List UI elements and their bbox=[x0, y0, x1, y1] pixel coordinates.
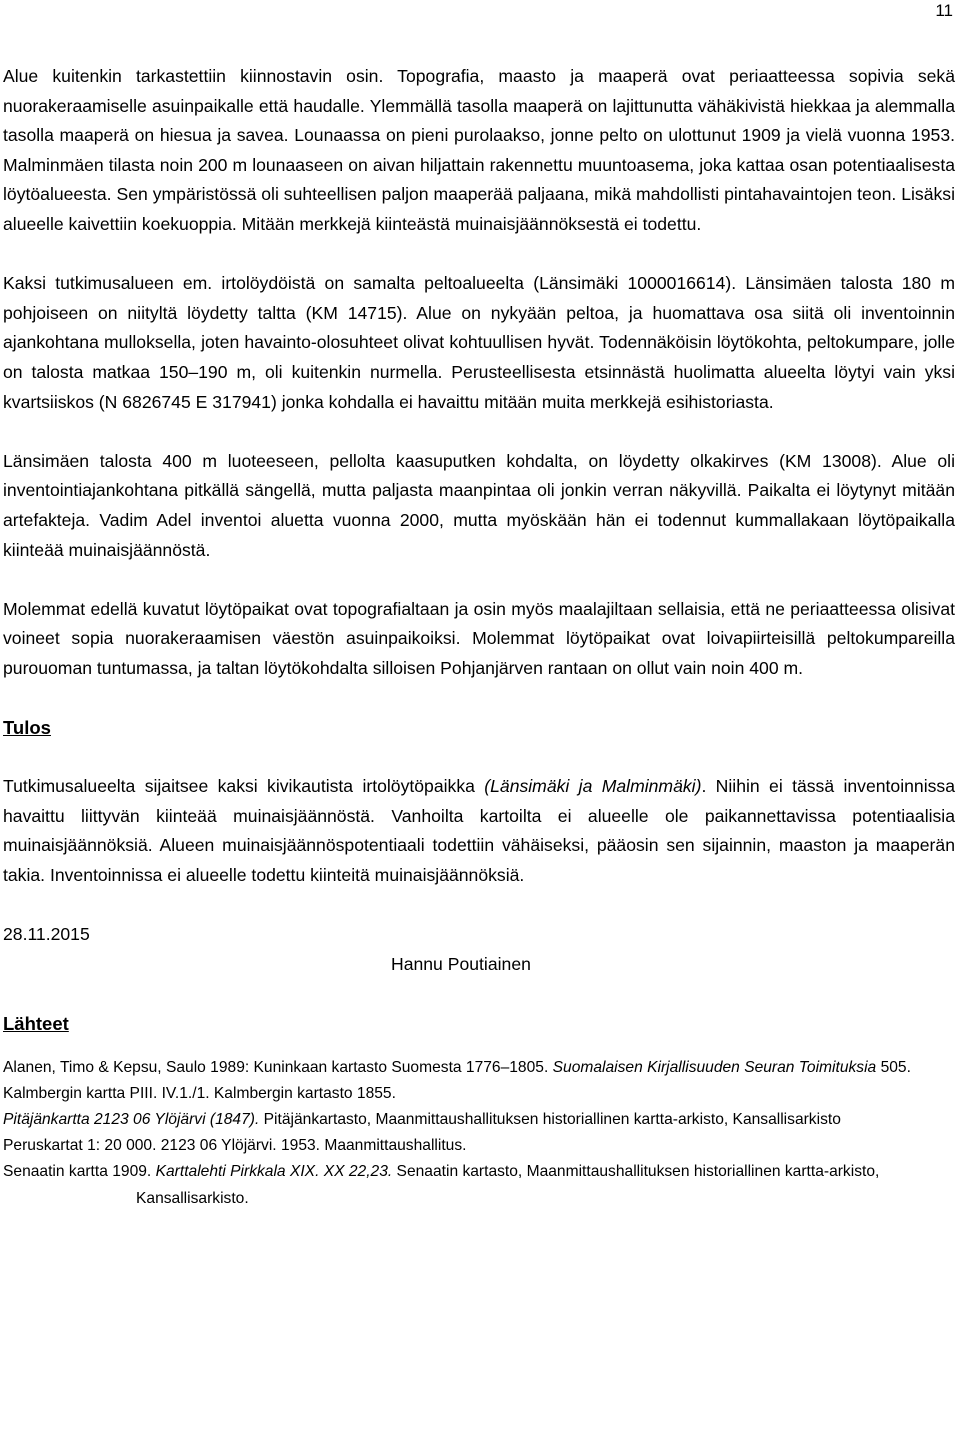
reference-text: Alanen, Timo & Kepsu, Saulo 1989: Kuninkaan kartasto Suomesta 1776–1805. bbox=[3, 1058, 553, 1076]
reference-list bbox=[3, 1055, 955, 1212]
paragraph-axe-find: Länsimäen talosta 400 m luoteeseen, pellolta kaasuputken kohdalta, on löydetty olkakirves (KM 13008). Alue oli inventointiajankohtana pitkällä sängellä, mutta paljasta maanpintaa oli jonkin verran näkyvillä. Paikalta ei löytynyt mitään artefakteja. Vadim Adel inventoi aluetta vuonna 2000, mutta myöskään hän ei todennut kummallakaan löytöpaikalla kiinteää muinaisjäännöstä. bbox=[3, 450, 955, 560]
document-body bbox=[3, 62, 955, 1212]
report-date: 28.11.2015 bbox=[3, 924, 90, 945]
reference-item bbox=[3, 1055, 955, 1081]
reference-italic: Karttalehti Pirkkala XIX. XX 22,23. bbox=[155, 1163, 393, 1181]
reference-item bbox=[3, 1133, 955, 1159]
tulos-text-italic: (Länsimäki ja Malminmäki) bbox=[484, 776, 702, 797]
reference-italic: Pitäjänkartta 2123 06 Ylöjärvi (1847). bbox=[3, 1111, 260, 1128]
reference-item bbox=[3, 1159, 955, 1211]
reference-item bbox=[3, 1081, 955, 1107]
tulos-heading: Tulos bbox=[3, 717, 51, 739]
paragraph-find-sites-summary: Molemmat edellä kuvatut löytöpaikat ovat topografialtaan ja osin myös maalajiltaan sellaisia, että ne periaatteessa olisivat voineet sopia nuorakeraamisen väestön asuinpaikoiksi. Molemmat löytöpaikat ovat loivapiirteisillä peltokumpareilla purouoman tuntumassa, ja taltan löytökohdalta silloisen Pohjanjärven rantaan on ollut vain noin 400 m. bbox=[3, 598, 955, 678]
reference-text: 505. bbox=[876, 1058, 911, 1076]
author-signature: Hannu Poutiainen bbox=[391, 953, 531, 974]
reference-italic: Suomalaisen Kirjallisuuden Seuran Toimituksia bbox=[552, 1058, 877, 1076]
reference-text: Senaatin kartta 1909. bbox=[3, 1163, 156, 1181]
reference-text: Pitäjänkartasto, Maanmittaushallituksen historiallinen kartta-arkisto, Kansallisarkisto bbox=[259, 1111, 841, 1128]
reference-text: Kalmbergin kartta PIII. IV.1./1. Kalmbergin kartasto 1855. bbox=[3, 1084, 396, 1102]
tulos-text-before: Tutkimusalueelta sijaitsee kaksi kivikautista irtolöytöpaikka bbox=[3, 776, 485, 797]
page-number: 11 bbox=[935, 1, 953, 20]
tulos-text-after: . Niihin ei tässä inventoinnissa havaittu liittyvän kiinteää muinaisjäännöstä. Vanhoilta kartoilta ei alueelle ole paikannettavissa potentiaalisia muinaisjäännöksiä. Alueen muinaisjäännöspotentiaali todettiin vähäiseksi, pääosin sen sijainnin, maaston ja maaperän takia. Inventoinnissa ei alueelle todettu kiinteitä muinaisjäännöksiä. bbox=[3, 776, 955, 886]
tulos-paragraph bbox=[3, 772, 955, 890]
paragraph-field-survey: Alue kuitenkin tarkastettiin kiinnostavin osin. Topografia, maasto ja maaperä ovat periaatteessa sopivia sekä nuorakeraamiselle asuinpaikalle että haudalle. Ylemmällä tasolla maaperä on lajittunutta vähäkivistä hiekkaa ja alemmalla tasolla maaperä on hiesua ja savea. Lounaassa on pieni purolaakso, jonne pelto on ulottunut 1909 ja vielä vuonna 1953. Malminmäen tilasta noin 200 m lounaaseen on aivan hiljattain rakennettu muuntoasema, joka kattaa osan potentiaalisesta löytöalueesta. Sen ympäristössä oli suhteellisen paljon maaperää paljaana, mikä mahdollisti pintahavaintojen teon. Lisäksi alueelle kaivettiin koekuoppia. Mitään merkkejä kiinteästä muinaisjäännöksestä ei todettu. bbox=[3, 66, 955, 234]
lahteet-heading: Lähteet bbox=[3, 1013, 69, 1034]
paragraph-lansimaki-finds: Kaksi tutkimusalueen em. irtolöydöistä on samalta peltoalueelta (Länsimäki 1000016614). Länsimäen talosta 180 m pohjoiseen on niityltä löydetty taltta (KM 14715). Alue on nykyään peltoa, ja huomattava osa siitä oli inventoinnin ajankohtana mulloksella, joten havainto-olosuhteet olivat kohtuullisen hyvät. Todennäköisin löytökohta, peltokumpare, jolle on talosta matkaa 150–190 m, oli kuitenkin nurmella. Perusteellisesta etsinnästä huolimatta alueelta löytyi vain yksi kvartsiiskos (N 6826745 E 317941) jonka kohdalla ei havaittu mitään muita merkkejä esihistoriasta. bbox=[3, 273, 955, 412]
reference-item bbox=[3, 1107, 955, 1133]
reference-text: Peruskartat 1: 20 000. 2123 06 Ylöjärvi. 1953. Maanmittaushallitus. bbox=[3, 1137, 467, 1155]
reference-text: Senaatin kartasto, Maanmittaushallituksen historiallinen kartta-arkisto, Kansallisarkisto. bbox=[136, 1163, 880, 1207]
